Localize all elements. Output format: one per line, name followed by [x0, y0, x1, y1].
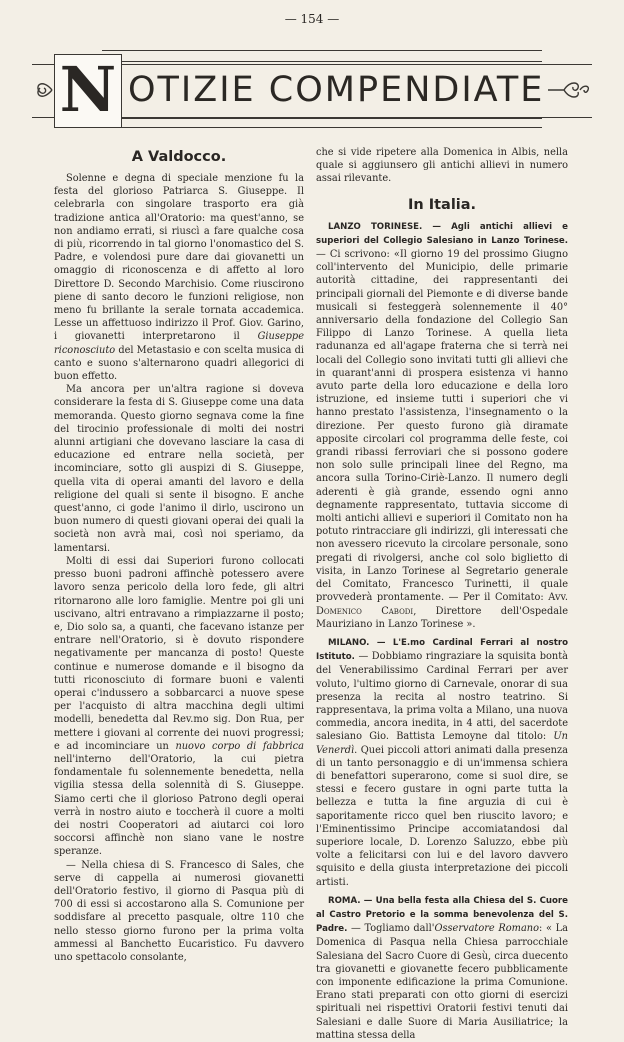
paragraph: Ma ancora per un'altra ragione si doveva considerare la festa di S. Giuseppe come una data memoranda. Questo giorno segnava come la fine del tirocinio professionale di molti dei nostri alunni artigiani che dovevano lasciare la casa di educazione ed entrare nella società, per incominciare, sotto gli auspizi di S. Giuseppe, quella vita di operai amanti del lavoro e della religione del quali si sente il bisogno. E anche quest'anno, ci gode l'animo il dirlo, uscirono un buon numero di questi giovani operai dei quali la società non avrà mai, così noi speriamo, da lamentarsi.	[54, 384, 304, 554]
banner-decorative-band	[102, 50, 542, 62]
news-item-milano: MILANO. — L'E.mo Cardinal Ferrari al nostro Istituto. — Dobbiamo ringraziare la squisita bontà del Venerabilissimo Cardinal Ferrari per aver voluto, l'ultimo giorno di Carnevale, onorar di sua presenza la recita al nostro teatrino. Si rappresentava, la prima volta a Milano, una nuova commedia, ancora inedita, in 4 atti, del sacerdote salesiano Gio. Battista Lemoyne dal titolo: Un Venerdì. Quei piccoli attori animati dalla presenza di un tanto personaggio e di un'immensa schiera di benefattori superarono, come si suol dire, se stessi e fecero gustare in ogni parte tutta la bellezza e tutta la fine arguzia di cui è saporitamente ricco quel ben riuscito lavoro; e l'Eminentissimo Principe accomiatandosi dal superiore locale, D. Lorenzo Saluzzo, ebbe più volte a felicitarsi con lui e del lavoro davvero squisito e della giusta interpretazione dei piccoli artisti.	[316, 637, 568, 888]
paragraph: Molti di essi dai Superiori furono collocati presso buoni padroni affinchè potessero avere lavoro senza pericolo della loro fede, gli altri ritornarono alle loro famiglie. Mentre poi gli uni uscivano, altri entravano a rimpiazzarne il posto; e, Dio solo sa, a quanti, che facevano istanze per entrare nell'Oratorio, si è dovuto rispondere negativamente per mancanza di posto! Queste continue e numerose domande e il bisogno da tutti riconosciuto di formare buoni e valenti operai c'indussero a sobbarcarci a nuove spese per l'acquisto di altra macchina degli ultimi modelli, benedetta dal Rev.mo sig. Don Rua, per mettere i giovani al corrente dei nuovi progressi; e ad incominciare un nuovo corpo di fabbrica nell'interno dell'Oratorio, la cui pietra fondamentale fu solennemente benedetta, nella vigilia stessa della solennità di S. Giuseppe. Siamo certi che il glorioso Patrono degli operai verrà in nostro aiuto e toccherà il cuore a molti dei nostri Cooperatori ad aiutarci coi loro soccorsi affinchè non siano vane le nostre speranze.	[54, 555, 304, 858]
page-number: — 154 —	[284, 12, 340, 26]
decorative-scroll-icon	[546, 78, 592, 102]
news-item-lanzo: LANZO TORINESE. — Agli antichi allievi e superiori del Collegio Salesiano in Lanzo Torinese. — Ci scrivono: «Il giorno 19 del prossimo Giugno coll'intervento del Municipio, delle primarie autorità cittadine, dei rappresentanti dei principali giornali del Piemonte e di diverse bande musicali si festeggerà solennemente il 40° anniversario della fondazione del Collegio San Filippo di Lanzo Torinese. A quella lieta radunanza ed all'agape fraterna che si terrà nei locali del Collegio sono invitati tutti gli allievi che in quarant'anni di prospera esistenza vi hanno avuto parte della loro educazione e della loro istruzione, ed insieme tutti i superiori che vi hanno prestato l'assistenza, l'insegnamento o la direzione. Per questo furono già diramate apposite circolari col programma delle feste, coi grandi ribassi ferroviari che si possono godere non solo sulle principali linee del Regno, ma ancora sulla Torino-Ciriè-Lanzo. Il numero degli aderenti è già grande, essendo ogni anno degnamente rappresentato, tuttavia siccome di molti antichi allievi e superiori il Comitato non ha potuto rintracciare gli indirizzi, gli interessati che non avessero ricevuto la circolare personale, sono pregati di rivolgersi, anche col solo biglietto di visita, in Lanzo Torinese al Segretario generale del Comitato, Francesco Turinetti, il quale provvederà prontamente. — Per il Comitato: Avv. Domenico Cabodi, Direttore dell'Ospedale Mauriziano in Lanzo Torinese ».	[316, 221, 568, 630]
paragraph: Solenne e degna di speciale menzione fu la festa del glorioso Patriarca S. Giuseppe. Il celebrarla con singolare trasporto era già tradizione antica all'Oratorio: ma quest'anno, se non andiamo errati, si riuscì a fare qualche cosa di più, ricorrendo in tal giorno l'onomastico del S. Padre, e volendosi pure dare dai giovanetti un omaggio di riconoscenza e di affetto al loro Direttore D. Secondo Marchisio. Come riuscirono piene di santo decoro le funzioni religiose, non meno fu brillante la serale tornata accademica. Lesse un affettuoso indirizzo il Prof. Giov. Garino, i giovanetti interpretarono il Giuseppe riconosciuto del Metastasio e con scelta musica di canto e suono s'alternarono quadri allegorici di buon effetto.	[54, 173, 304, 383]
section-heading-valdocco: A Valdocco.	[131, 149, 227, 165]
decorative-scroll-icon	[32, 76, 54, 104]
paragraph: — Nella chiesa di S. Francesco di Sales, che serve di cappella ai numerosi giovanetti dell'Oratorio festivo, il giorno di Pasqua più di 700 di essi si accostarono alla S. Comunione per soddisfare al precetto pasquale, oltre 110 che nello stesso giorno furono per la prima volta ammessi al Banchetto Eucaristico. Fu davvero uno spettacolo consolante,	[54, 859, 304, 963]
section-heading-italia: In Italia.	[407, 196, 477, 213]
left-column	[54, 146, 304, 964]
banner-decorative-band	[102, 118, 542, 128]
paragraph-continuation: che si vide ripetere alla Domenica in Albis, nella quale si aggiunsero gli antichi allievi in numero assai rilevante.	[316, 147, 568, 185]
news-item-roma: ROMA. — Una bella festa alla Chiesa del S. Cuore al Castro Pretorio e la somma benevolenza del S. Padre. — Togliamo dall'Osservatore Romano: « La Domenica di Pasqua nella Chiesa parrocchiale Salesiana del Sacro Cuore di Gesù, circa duecento tra giovanetti e giovanette fecero pubblicamente con imponente edificazione la prima Comunione. Erano stati preparati con otto giorni di esercizi spirituali nei rispettivi Oratorii festivi tenuti dai Salesiani e dalle Suore di Maria Ausiliatrice; la mattina stessa della	[316, 895, 568, 1041]
banner-title: OTIZIE COMPENDIATE	[128, 70, 545, 110]
drop-cap-letter: N	[54, 54, 122, 128]
section-banner	[32, 42, 592, 134]
